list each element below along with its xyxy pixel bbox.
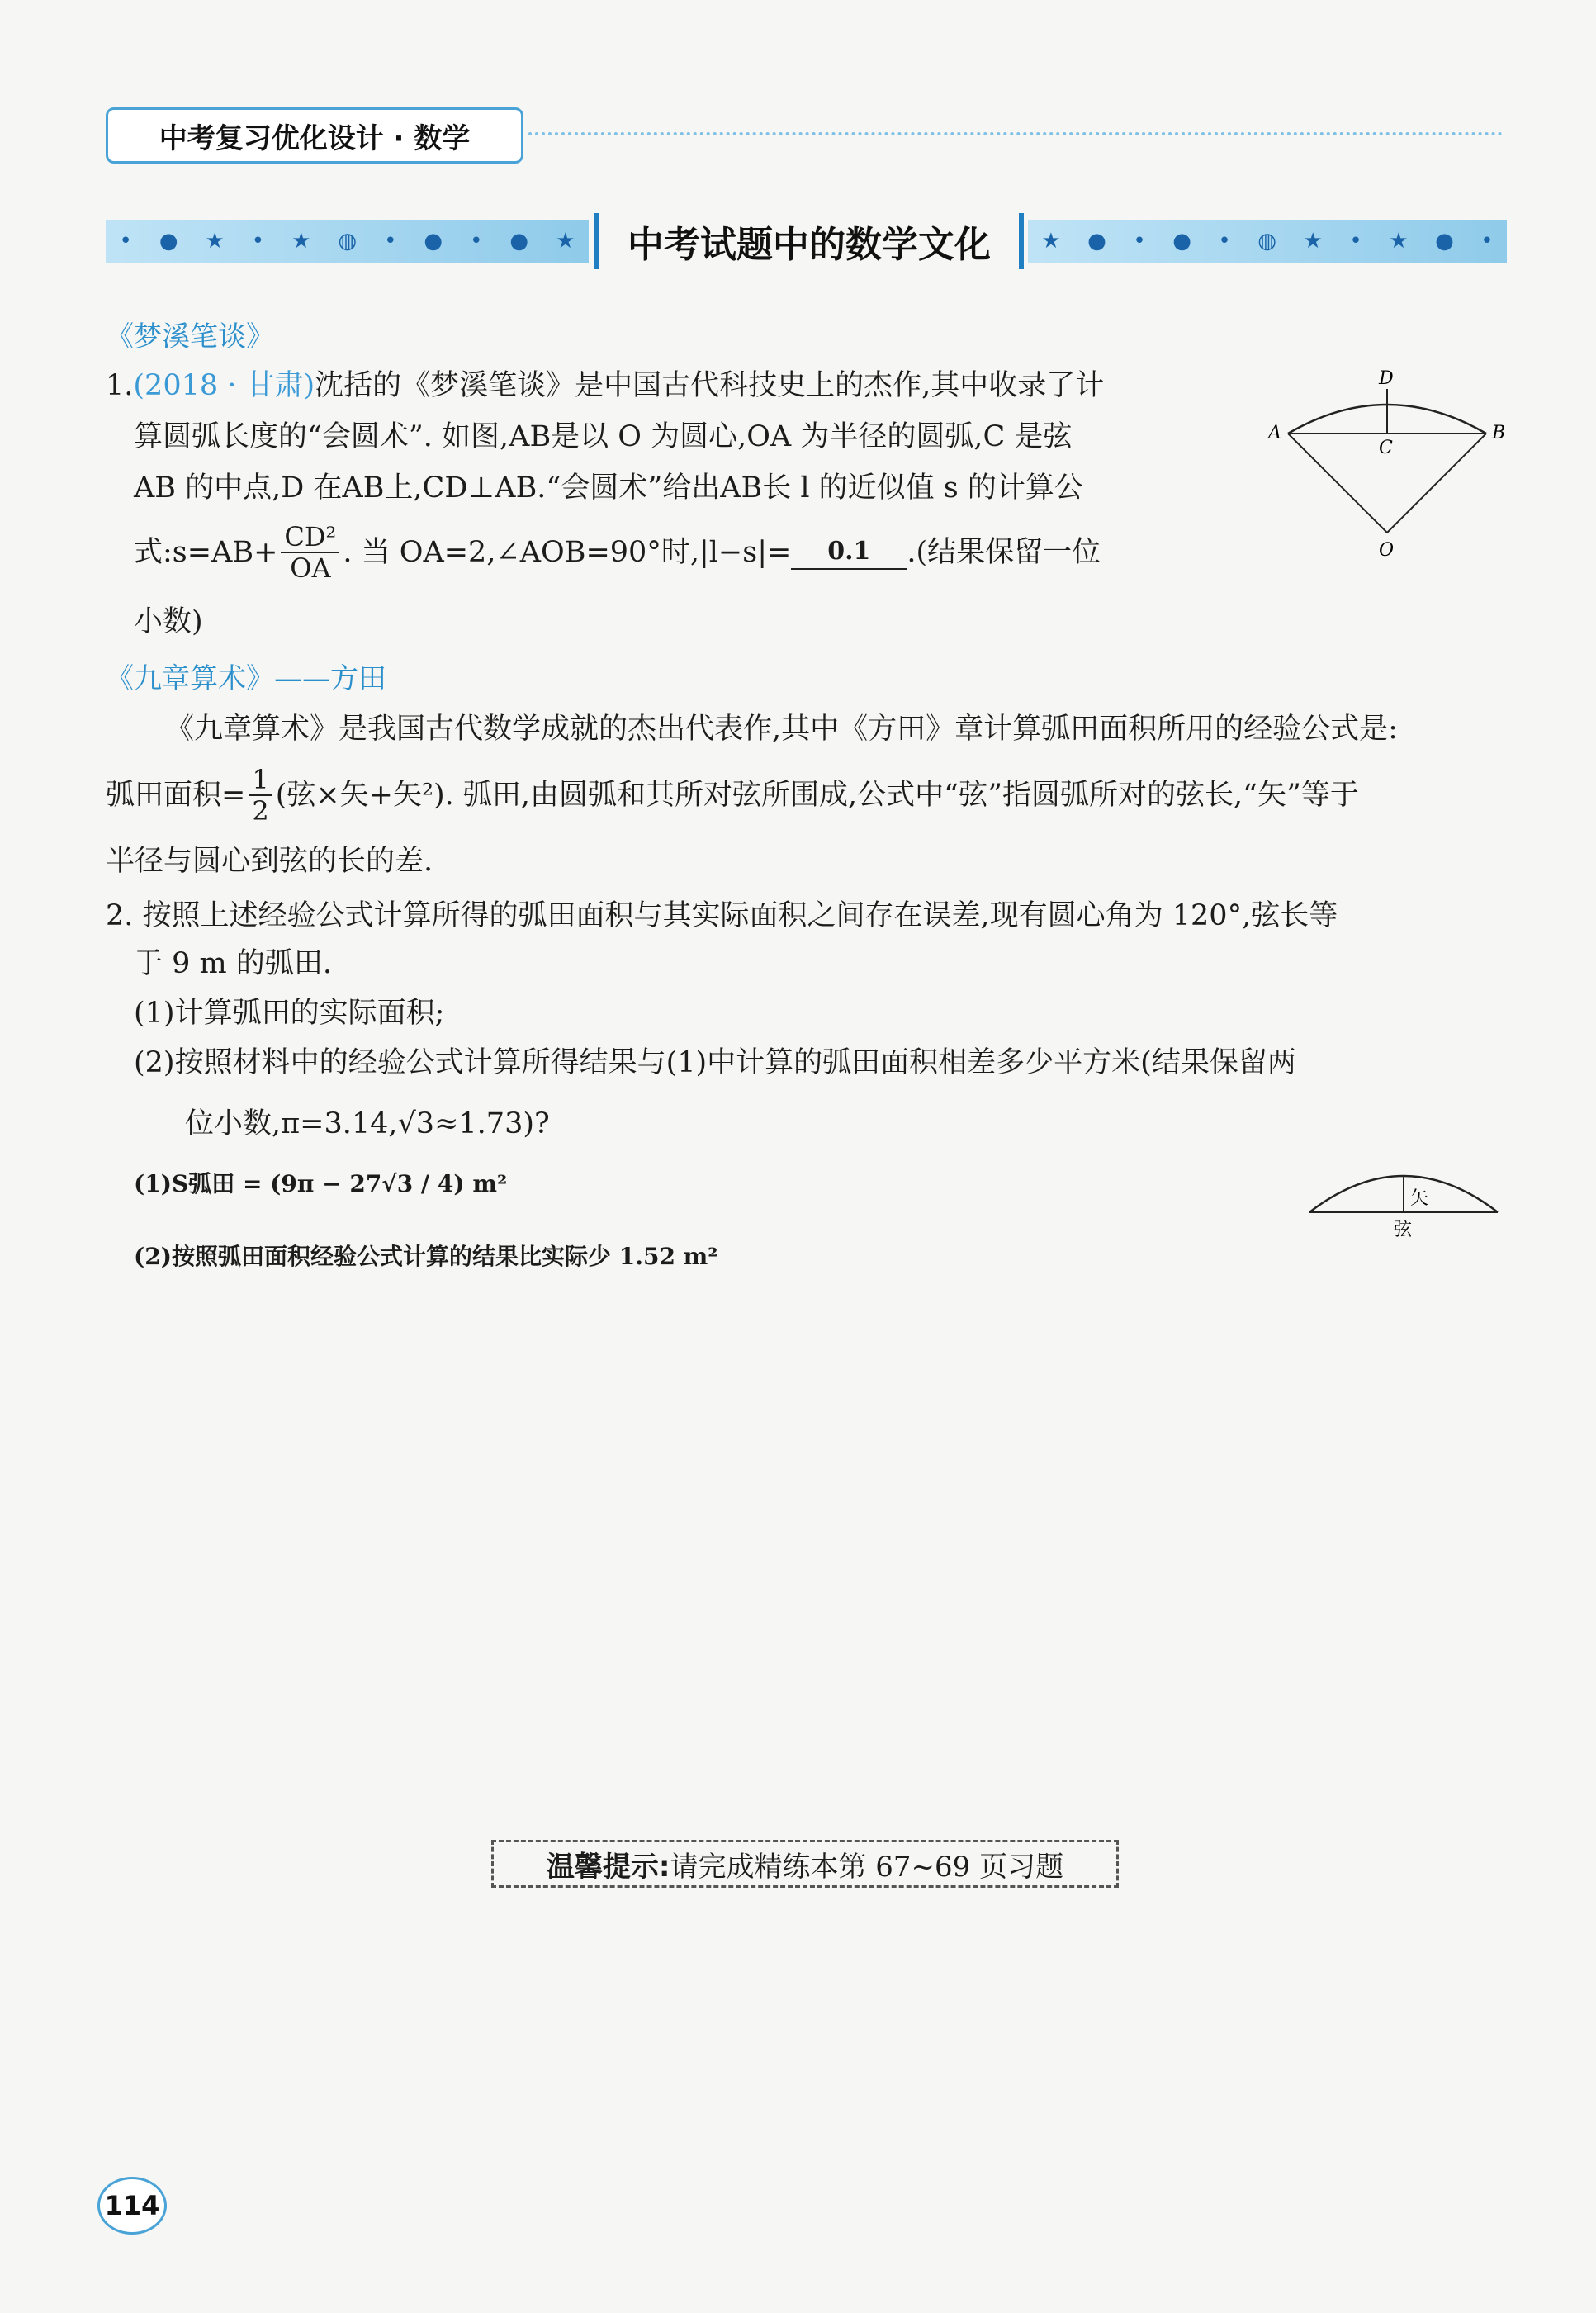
question-2-sub-2-line-2: 位小数,π=3.14,√3≈1.73)? (185, 1107, 550, 1140)
star-icon: ● (424, 229, 443, 254)
formula-text: 式:s=AB+ (134, 536, 278, 569)
question-2-line-2: 于 9 m 的弧田. (134, 947, 332, 980)
star-icon: • (119, 229, 132, 254)
label-a: A (1268, 423, 1281, 443)
star-icon: ★ (1389, 229, 1409, 254)
label-shi: 矢 (1410, 1188, 1429, 1209)
formula-label: 弧田面积= (106, 779, 246, 812)
radius-ob (1387, 434, 1486, 533)
star-icon: ★ (205, 229, 225, 254)
label-d: D (1379, 368, 1394, 389)
question-1-line-4 (134, 522, 1101, 583)
page-number: 114 (97, 2177, 167, 2235)
question-2-sub-1: (1)计算弧田的实际面积; (134, 997, 445, 1030)
star-icon: • (1218, 229, 1231, 254)
question-1-text: 沈括的《梦溪笔谈》是中国古代科技史上的杰作,其中收录了计 (315, 369, 1105, 402)
globe-icon: ◍ (1257, 229, 1276, 254)
question-1-line-3: AB 的中点,D 在AB上,CD⊥AB.“会圆术”给出AB长 l 的近似值 s 的计算公 (134, 472, 1083, 505)
sector-figure (1255, 367, 1519, 566)
banner-decoration-right (1028, 220, 1507, 263)
label-o: O (1379, 540, 1395, 561)
fraction-denominator: OA (290, 552, 331, 584)
star-icon: ● (1172, 229, 1191, 254)
globe-icon: ◍ (338, 229, 358, 254)
jiuzhang-paragraph-2 (106, 765, 1359, 826)
star-icon: ● (1087, 229, 1106, 254)
fraction-denominator: 2 (252, 795, 269, 827)
question-source: (2018 · 甘肃) (133, 369, 315, 402)
reminder-box (491, 1840, 1119, 1888)
answer-2: (2)按照弧田面积经验公式计算的结果比实际少 1.52 m² (134, 1243, 718, 1270)
arc-field-figure (1305, 1156, 1511, 1247)
fraction-numerator: CD² (281, 522, 339, 553)
star-icon: • (1133, 229, 1146, 254)
answer-1: (1)S弧田 = (9π − 27√3 / 4) m² (134, 1170, 508, 1197)
radius-oa (1288, 434, 1387, 533)
book-header-title: 中考复习优化设计 · 数学 (106, 107, 523, 164)
question-number: 1. (106, 369, 134, 402)
star-icon: ★ (1041, 229, 1061, 254)
banner-title: 中考试题中的数学文化 (594, 213, 1024, 269)
star-icon: • (470, 229, 483, 254)
jiuzhang-paragraph-3: 半径与圆心到弦的长的差. (106, 845, 433, 878)
star-icon: • (384, 229, 397, 254)
question-2-sub-2-line-1: (2)按照材料中的经验公式计算所得结果与(1)中计算的弧田面积相差多少平方米(结果保留两 (134, 1046, 1296, 1079)
label-b: B (1492, 423, 1506, 443)
question-1-line-5: 小数) (134, 605, 203, 638)
fraction-numerator: 1 (249, 765, 272, 796)
star-icon: • (1480, 229, 1494, 254)
question-2-line-1: 2. 按照上述经验公式计算所得的弧田面积与其实际面积之间存在误差,现有圆心角为 120°,弦长等 (106, 899, 1338, 932)
rounding-note: .(结果保留一位 (907, 536, 1101, 569)
fraction-cd2-over-oa (281, 522, 339, 583)
fraction-one-half (249, 765, 272, 826)
jiuzhang-paragraph-1: 《九章算术》是我国古代数学成就的杰出代表作,其中《方田》章计算弧田面积所用的经验公式是: (165, 713, 1398, 746)
reminder-text: 请完成精练本第 67~69 页习题 (670, 1850, 1064, 1884)
section-title-mengxi: 《梦溪笔谈》 (106, 320, 274, 353)
header-dotted-rule (528, 132, 1503, 135)
question-1-line-2: 算圆弧长度的“会圆术”. 如图,AB是以 O 为圆心,OA 为半径的圆弧,C 是弦 (134, 420, 1073, 453)
banner-decoration-left (106, 220, 589, 263)
star-icon: ● (159, 229, 178, 254)
star-icon: ● (1435, 229, 1454, 254)
answer-blank: 0.1 (791, 535, 907, 570)
formula-explanation: (弦×矢+矢²). 弧田,由圆弧和其所对弦所围成,公式中“弦”指圆弧所对的弦长,“矢”等于 (275, 779, 1359, 812)
question-1-line-1 (106, 360, 1104, 411)
label-xian: 弦 (1394, 1220, 1413, 1240)
star-icon: ★ (291, 229, 311, 254)
reminder-label: 温馨提示: (546, 1850, 670, 1884)
star-icon: • (251, 229, 265, 254)
condition-text: . 当 OA=2,∠AOB=90°时,|l−s|= (343, 536, 792, 569)
label-c: C (1379, 438, 1393, 458)
star-icon: ★ (556, 229, 575, 254)
section-title-jiuzhang: 《九章算术》——方田 (106, 662, 386, 695)
star-icon: ● (509, 229, 529, 254)
star-icon: • (1349, 229, 1362, 254)
star-icon: ★ (1303, 229, 1323, 254)
